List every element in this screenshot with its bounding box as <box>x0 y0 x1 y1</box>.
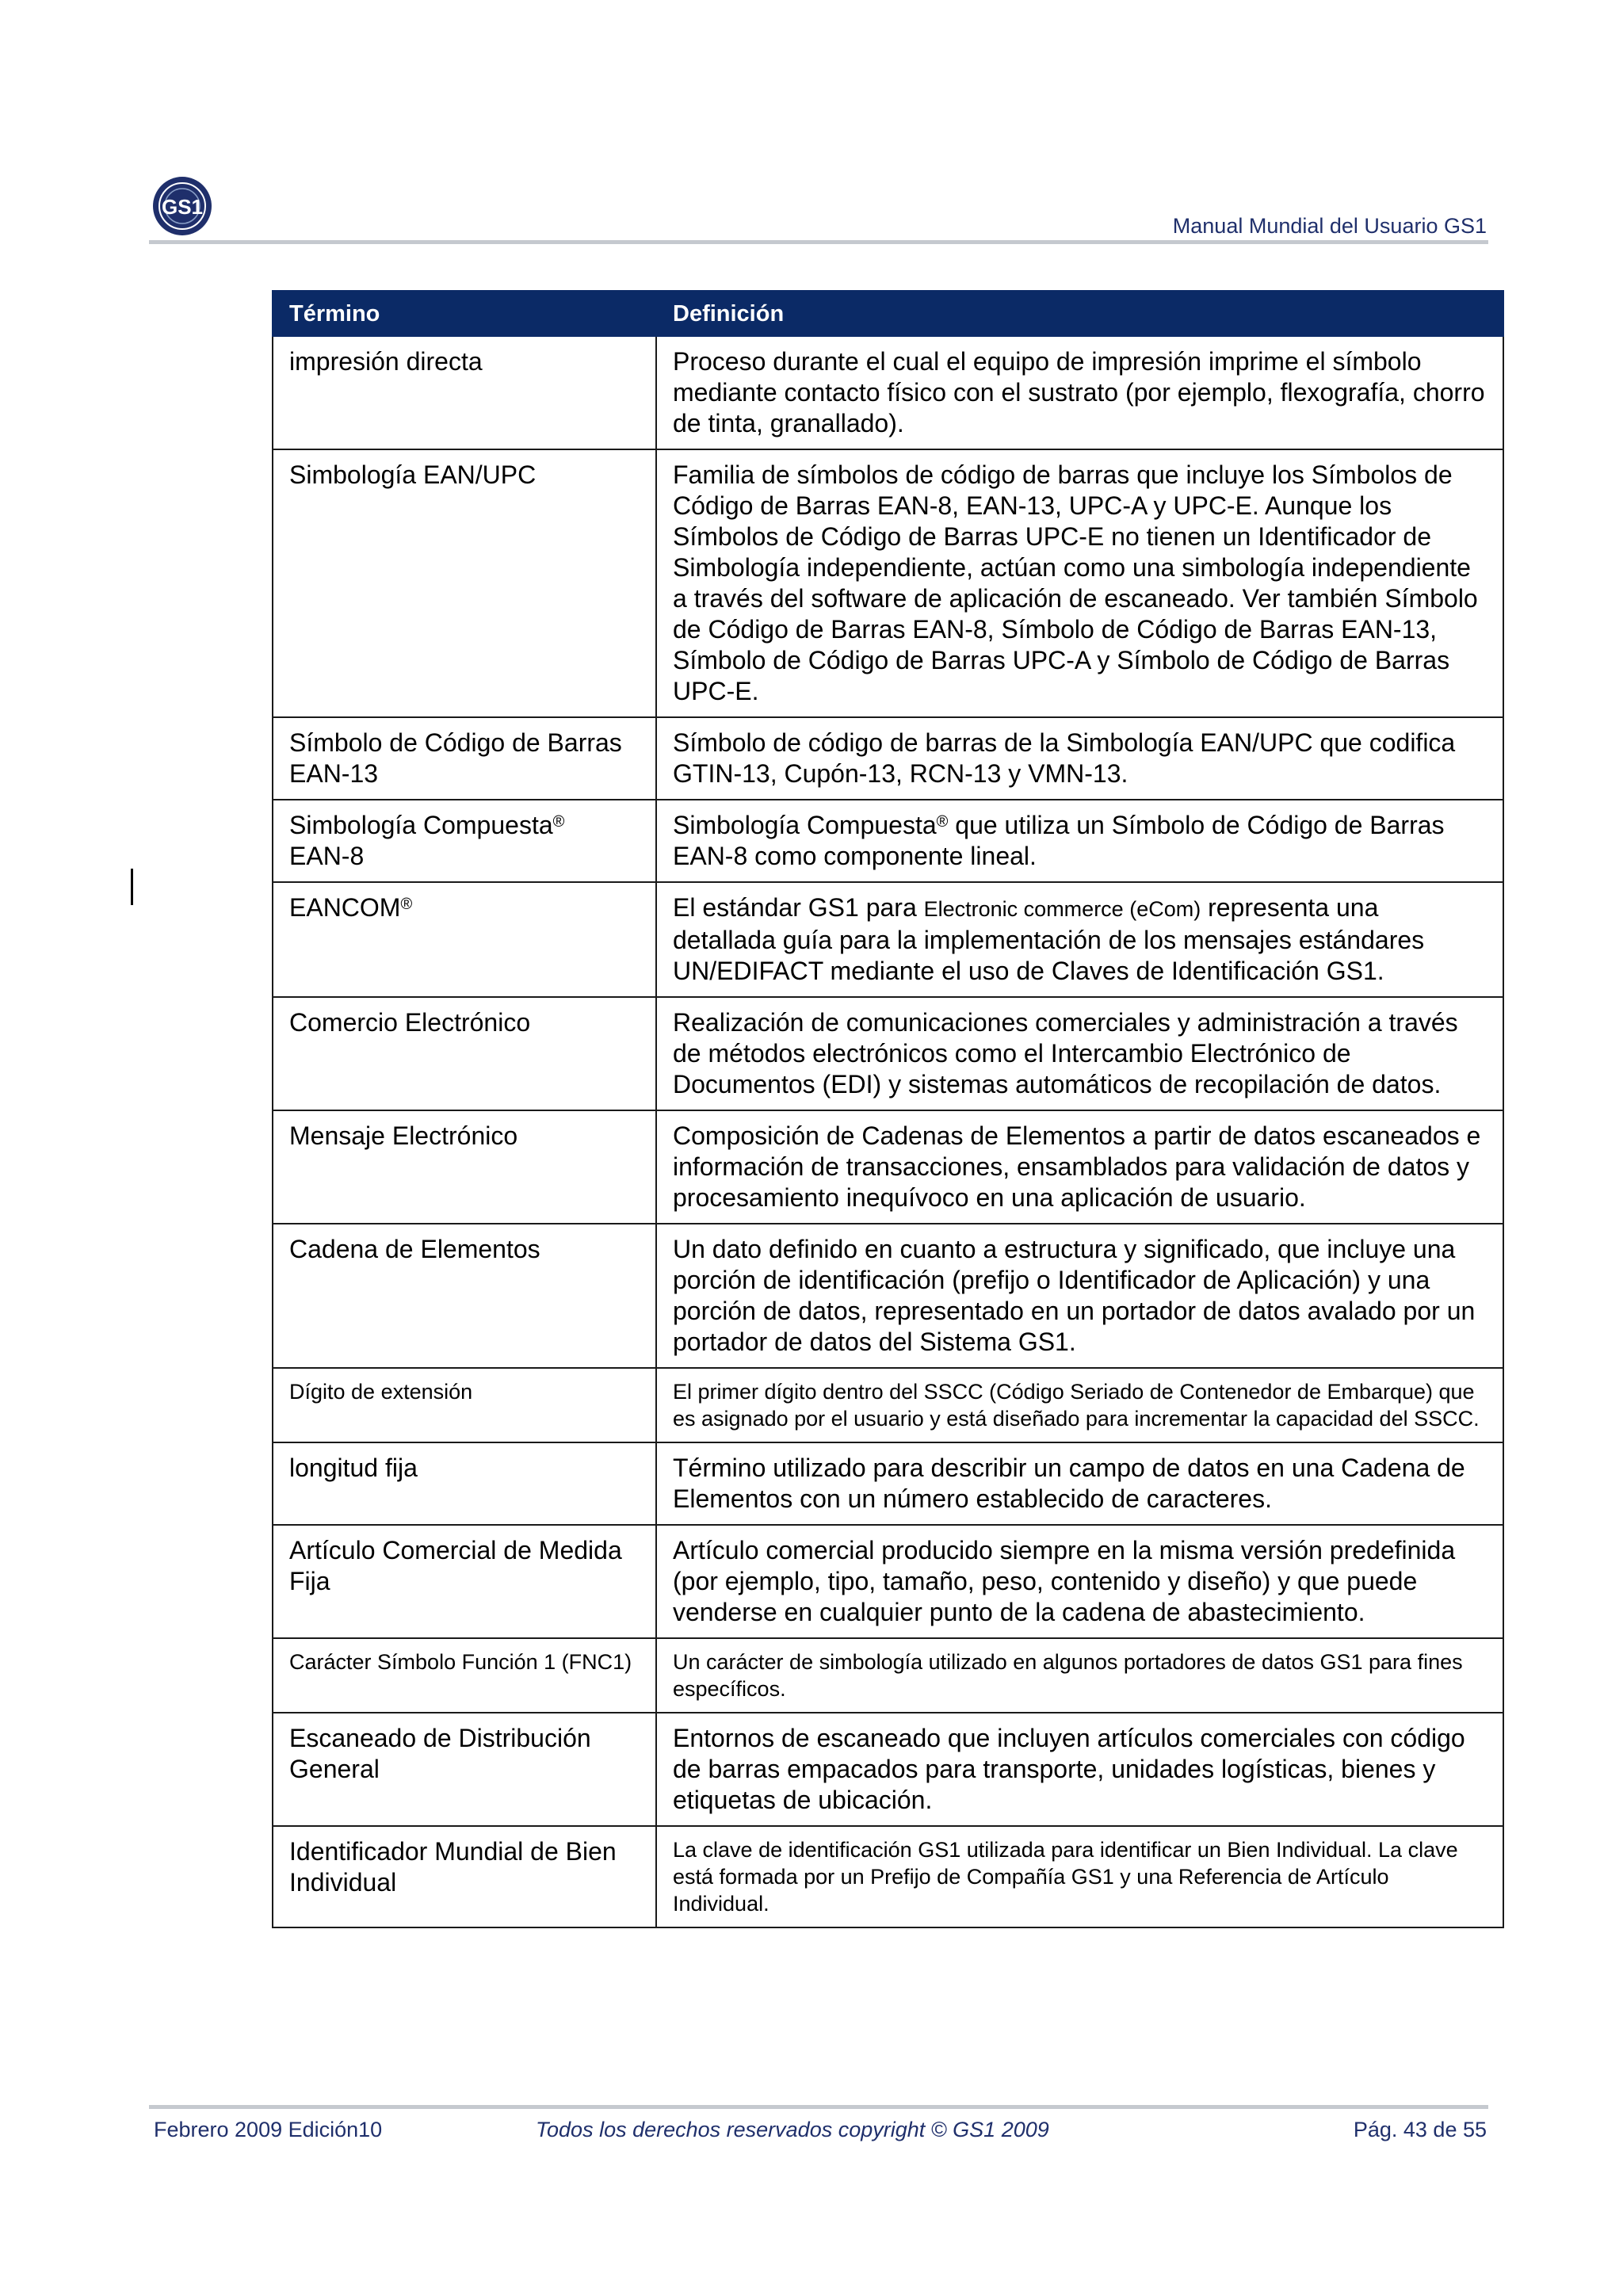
definition-cell: Composición de Cadenas de Elementos a partir de datos escaneados e información de transacciones, ensamblados para validación de datos y procesamiento inequívoco en una aplicación de usuario. <box>656 1110 1503 1224</box>
table-row <box>273 1638 1503 1713</box>
definition-cell: Artículo comercial producido siempre en la misma versión predefinida (por ejemplo, tipo, tamaño, peso, contenido y diseño) y que puede venderse en cualquier punto de la cadena de abastecimiento. <box>656 1525 1503 1638</box>
definition-cell <box>656 882 1503 997</box>
registered-mark: ® <box>400 896 413 913</box>
definition-cell: Término utilizado para describir un campo de datos en una Cadena de Elementos con un número establecido de caracteres. <box>656 1442 1503 1525</box>
term-cell: Mensaje Electrónico <box>273 1110 656 1224</box>
table-row <box>273 1442 1503 1525</box>
term-text: EANCOM <box>289 893 401 922</box>
table-row <box>273 1713 1503 1826</box>
table-row <box>273 336 1503 449</box>
table-row <box>273 1525 1503 1638</box>
definition-text-small: Electronic commerce (eCom) <box>923 897 1201 921</box>
table-row <box>273 1826 1503 1927</box>
table-row <box>273 1224 1503 1368</box>
table-row <box>273 717 1503 800</box>
footer-divider <box>149 2105 1488 2109</box>
definition-cell: La clave de identificación GS1 utilizada para identificar un Bien Individual. La clave está formada por un Prefijo de Compañía GS1 y una Referencia de Artículo Individual. <box>656 1826 1503 1927</box>
term-cell: Carácter Símbolo Función 1 (FNC1) <box>273 1638 656 1713</box>
registered-mark: ® <box>552 813 565 831</box>
term-cell: Dígito de extensión <box>273 1368 656 1442</box>
term-text-tail: EAN-8 <box>289 842 365 870</box>
definition-text-tail: que utiliza un Símbolo de Código de Barras EAN-8 como componente lineal. <box>673 811 1445 870</box>
definition-cell: Un dato definido en cuanto a estructura y significado, que incluye una porción de identificación (prefijo o Identificador de Aplicación) y una porción de datos, representado en un portador de datos avalado por un portador de datos del Sistema GS1. <box>656 1224 1503 1368</box>
term-cell: Cadena de Elementos <box>273 1224 656 1368</box>
term-cell: impresión directa <box>273 336 656 449</box>
table-row <box>273 997 1503 1110</box>
term-cell: Escaneado de Distribución General <box>273 1713 656 1826</box>
definition-cell: Entornos de escaneado que incluyen artículos comerciales con código de barras empacados para transporte, unidades logísticas, bienes y etiquetas de ubicación. <box>656 1713 1503 1826</box>
term-cell: Comercio Electrónico <box>273 997 656 1110</box>
revision-change-bar <box>131 869 133 905</box>
table-row <box>273 882 1503 997</box>
definition-text: Simbología Compuesta <box>673 811 937 839</box>
definition-text-tail: representa una detallada guía para la implementación de los mensajes estándares UN/EDIFACT mediante el uso de Claves de Identificación GS1. <box>673 893 1425 985</box>
term-cell: Símbolo de Código de Barras EAN-13 <box>273 717 656 800</box>
definition-cell: Símbolo de código de barras de la Simbología EAN/UPC que codifica GTIN-13, Cupón-13, RCN-13 y VMN-13. <box>656 717 1503 800</box>
footer-edition: Febrero 2009 Edición10 <box>154 2118 383 2141</box>
table-row <box>273 1110 1503 1224</box>
definition-cell: Proceso durante el cual el equipo de impresión imprime el símbolo mediante contacto físico con el sustrato (por ejemplo, flexografía, chorro de tinta, granallado). <box>656 336 1503 449</box>
term-cell: longitud fija <box>273 1442 656 1525</box>
term-text: Simbología Compuesta <box>289 811 553 839</box>
term-cell <box>273 882 656 997</box>
term-cell <box>273 800 656 882</box>
definition-cell <box>656 800 1503 882</box>
term-cell: Artículo Comercial de Medida Fija <box>273 1525 656 1638</box>
footer-copyright: Todos los derechos reservados copyright © GS1 2009 <box>536 2118 1049 2141</box>
table-row <box>273 449 1503 717</box>
registered-mark: ® <box>936 813 949 831</box>
logo-text: GS1 <box>161 195 204 219</box>
definition-cell: Un carácter de simbología utilizado en algunos portadores de datos GS1 para fines específicos. <box>656 1638 1503 1713</box>
column-header-definition: Definición <box>656 291 1503 336</box>
table-row <box>273 800 1503 882</box>
definition-cell: Realización de comunicaciones comerciales y administración a través de métodos electrónicos como el Intercambio Electrónico de Documentos (EDI) y sistemas automáticos de recopilación de datos. <box>656 997 1503 1110</box>
definition-cell: Familia de símbolos de código de barras que incluye los Símbolos de Código de Barras EAN-8, EAN-13, UPC-A y UPC-E. Aunque los Símbolos de Código de Barras UPC-E no tienen un Identificador de Simbología independiente, actúan como una simbología independiente a través del software de aplicación de escaneado. Ver también Símbolo de Código de Barras EAN-8, Símbolo de Código de Barras EAN-13, Símbolo de Código de Barras UPC-A y Símbolo de Código de Barras UPC-E. <box>656 449 1503 717</box>
table-row <box>273 1368 1503 1442</box>
term-cell: Identificador Mundial de Bien Individual <box>273 1826 656 1927</box>
document-title: Manual Mundial del Usuario GS1 <box>1172 214 1487 238</box>
definition-text: El estándar GS1 para <box>673 893 917 922</box>
term-cell: Simbología EAN/UPC <box>273 449 656 717</box>
definition-cell: El primer dígito dentro del SSCC (Código Seriado de Contenedor de Embarque) que es asignado por el usuario y está diseñado para incrementar la capacidad del SSCC. <box>656 1368 1503 1442</box>
gs1-logo <box>151 174 239 238</box>
table-header-row <box>273 291 1503 336</box>
header-divider <box>149 240 1488 244</box>
column-header-term: Término <box>273 291 656 336</box>
footer-page-number: Pág. 43 de 55 <box>1353 2118 1487 2141</box>
glossary-table <box>272 290 1504 1928</box>
